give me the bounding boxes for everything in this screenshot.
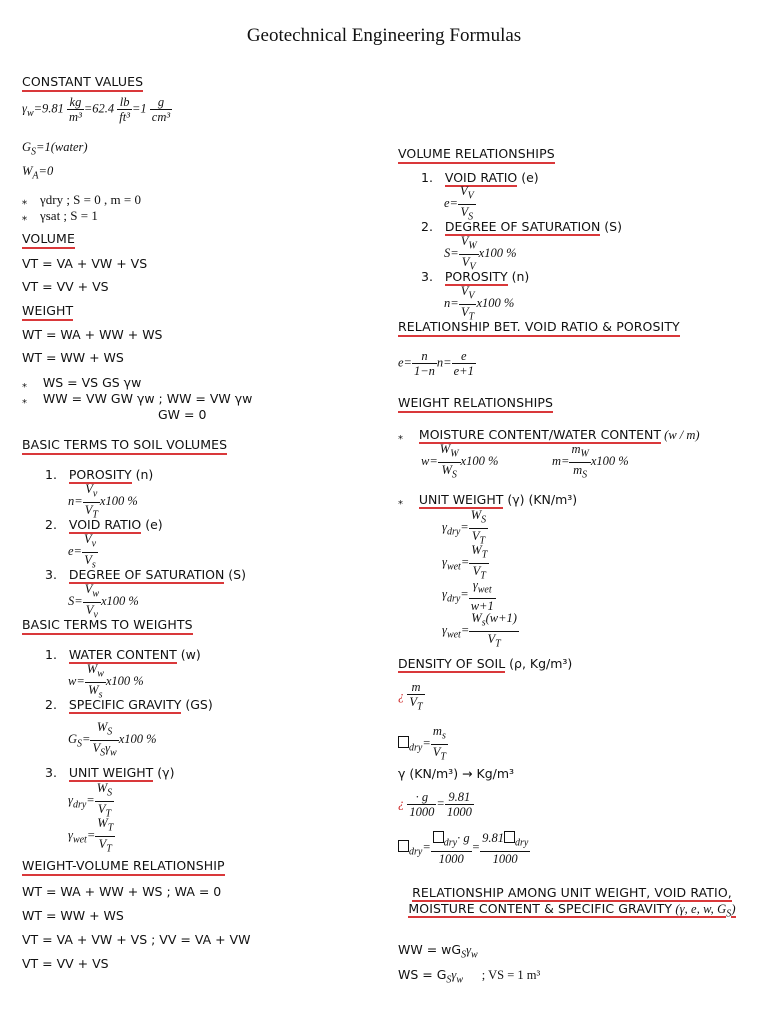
vr-saturation-formula: S= $\frac{V_W}{V_V}$ x100 %	[444, 234, 517, 272]
unit-dry-formula: $\gamma_{dry}=$ $\frac{W_S}{V_T}$	[442, 508, 487, 546]
heading-void-porosity: RELATIONSHIP BET. VOID RATIO & POROSITY	[398, 319, 680, 337]
wa-constant: $W_A=0$	[22, 164, 54, 182]
bw-unitwt-item: 3. UNIT WEIGHT (γ)	[45, 765, 175, 780]
asterisk-icon: ⁎	[22, 395, 27, 406]
bw-gravity-item: 2. SPECIFIC GRAVITY (GS)	[45, 697, 213, 712]
bv-saturation-formula: S= $\frac{V_w}{V_v}$ x100 %	[68, 582, 139, 620]
unit-wet-formula: $\gamma_{wet}=$ $\frac{W_T}{V_T}$	[442, 543, 488, 581]
vr-void-item: 1. VOID RATIO (e)	[421, 170, 539, 185]
moisture-formula-m: m= $\frac{m_W}{m_S}$ x100 %	[552, 442, 629, 480]
heading-basic-weights: BASIC TERMS TO WEIGHTS	[22, 617, 193, 635]
vr-saturation-item: 2. DEGREE OF SATURATION (S)	[421, 219, 622, 234]
unit-wet-expanded-formula: $\gamma_{wet}=$ $\frac{W_s(w+1)}{V_T}$	[442, 611, 517, 649]
gamma-w-formula: $\gamma_w=9.81$ $\frac{kg}{\text{m³}}$ =62.4 $\frac{lb}{\text{ft³}}$ =1 $\frac{g}{\text{cm³}}$	[22, 95, 171, 124]
density-formula: ¿ $\frac{m}{V_T}$	[398, 680, 423, 713]
bv-porosity-formula: n= $\frac{V_v}{V_T}$ x100 %	[68, 482, 138, 520]
missing-glyph-icon	[398, 840, 409, 852]
vr-void-formula: e= $\frac{V_V}{V_S}$	[444, 184, 474, 222]
gs-constant: $G_S=1(water)$	[22, 140, 88, 158]
weight-note3: GW = 0	[158, 407, 207, 422]
missing-glyph-icon	[398, 736, 409, 748]
density-dry-formula: $_{dry}$= $\frac{m_s}{V_T}$	[398, 724, 448, 764]
density-item: DENSITY OF SOIL (ρ, Kg/m³)	[398, 656, 573, 671]
page-title: Geotechnical Engineering Formulas	[246, 25, 522, 46]
volume-eq1: VT = VA + VW + VS	[22, 256, 148, 271]
weight-note2: ⁎ WW = VW GW γw ; WW = VW γw	[22, 391, 253, 406]
heading-volume: VOLUME	[22, 231, 75, 249]
asterisk-icon: ⁎	[398, 496, 403, 507]
ws-formula: WS = $G_S\gamma_w$ ; VS = 1 m³	[398, 967, 541, 986]
bw-water-item: 1. WATER CONTENT (w)	[45, 647, 201, 662]
unit-weight-item: ⁎ UNIT WEIGHT (γ) (KN/m³)	[398, 492, 578, 507]
weight-eq1: WT = WA + WW + WS	[22, 327, 163, 342]
bv-void-item: 2. VOID RATIO (e)	[45, 517, 163, 532]
bw-water-formula: w= $\frac{W_w}{W_s}$ x100 %	[68, 662, 144, 700]
wv-eq4: VT = VV + VS	[22, 956, 109, 971]
moisture-formula-w: w= $\frac{W_W}{W_S}$ x100 %	[421, 442, 499, 480]
conversion-line: γ (KN/m³) → Kg/m³	[398, 766, 515, 781]
conversion-dry-formula: $_{dry}$= $\frac{_{dry}\cdot g}{1000}$ = $\frac{9.81 _{dry}}{1000}$	[398, 831, 530, 866]
heading-volume-relationships: VOLUME RELATIONSHIPS	[398, 146, 555, 164]
heading-weight-relationships: WEIGHT RELATIONSHIPS	[398, 395, 553, 413]
asterisk-icon: ⁎	[22, 212, 27, 223]
note-sat: ⁎ γsat ; S = 1	[22, 208, 98, 223]
bw-gamma-wet-formula: $\gamma_{wet}=$ $\frac{W_T}{V_T}$	[68, 816, 114, 854]
heading-basic-volumes: BASIC TERMS TO SOIL VOLUMES	[22, 437, 227, 455]
wv-eq2: WT = WW + WS	[22, 908, 124, 923]
moisture-item: ⁎ MOISTURE CONTENT/WATER CONTENT (w / m)	[398, 427, 700, 442]
heading-weight-volume: WEIGHT-VOLUME RELATIONSHIP	[22, 858, 225, 876]
vr-porosity-item: 3. POROSITY (n)	[421, 269, 530, 284]
weight-note1: ⁎ WS = VS GS γw	[22, 375, 142, 390]
heading-relationship-among: RELATIONSHIP AMONG UNIT WEIGHT, VOID RATIO, MOISTURE CONTENT & SPECIFIC GRAVITY (γ, e, w, $G_S$)	[408, 885, 736, 920]
vr-porosity-formula: n= $\frac{V_V}{V_T}$ x100 %	[444, 284, 515, 322]
heading-weight: WEIGHT	[22, 303, 73, 321]
weight-eq2: WT = WW + WS	[22, 350, 124, 365]
wv-eq3: VT = VA + VW + VS ; VV = VA + VW	[22, 932, 251, 947]
bv-porosity-item: 1. POROSITY (n)	[45, 467, 154, 482]
heading-constant-values: CONSTANT VALUES	[22, 74, 143, 92]
asterisk-icon: ⁎	[22, 379, 27, 390]
wv-eq1: WT = WA + WW + WS ; WA = 0	[22, 884, 222, 899]
note-dry: ⁎ γdry ; S = 0 , m = 0	[22, 192, 141, 207]
unit-dry-from-wet-formula: $\gamma_{dry}=$ $\frac{\gamma_{wet}}{w+1}$	[442, 578, 494, 613]
bw-gravity-formula: $G_S=$ $\frac{W_S}{V_S\gamma_w}$ x100 %	[68, 720, 157, 758]
bv-void-formula: e= $\frac{V_v}{V_s}$	[68, 532, 97, 570]
bv-saturation-item: 3. DEGREE OF SATURATION (S)	[45, 567, 246, 582]
volume-eq2: VT = VV + VS	[22, 279, 109, 294]
void-porosity-formula: e= $\frac{n}{1-n}$ n= $\frac{e}{e+1}$	[398, 349, 474, 378]
asterisk-icon: ⁎	[22, 196, 27, 207]
conversion-formula: ¿ $\frac{\cdot g}{1000}$ = $\frac{9.81}{1000}$	[398, 790, 472, 819]
asterisk-icon: ⁎	[398, 431, 403, 442]
ww-formula: WW = $wG_S\gamma_w$	[398, 942, 478, 961]
bw-gamma-dry-formula: $\gamma_{dry}=$ $\frac{W_S}{V_T}$	[68, 781, 113, 819]
